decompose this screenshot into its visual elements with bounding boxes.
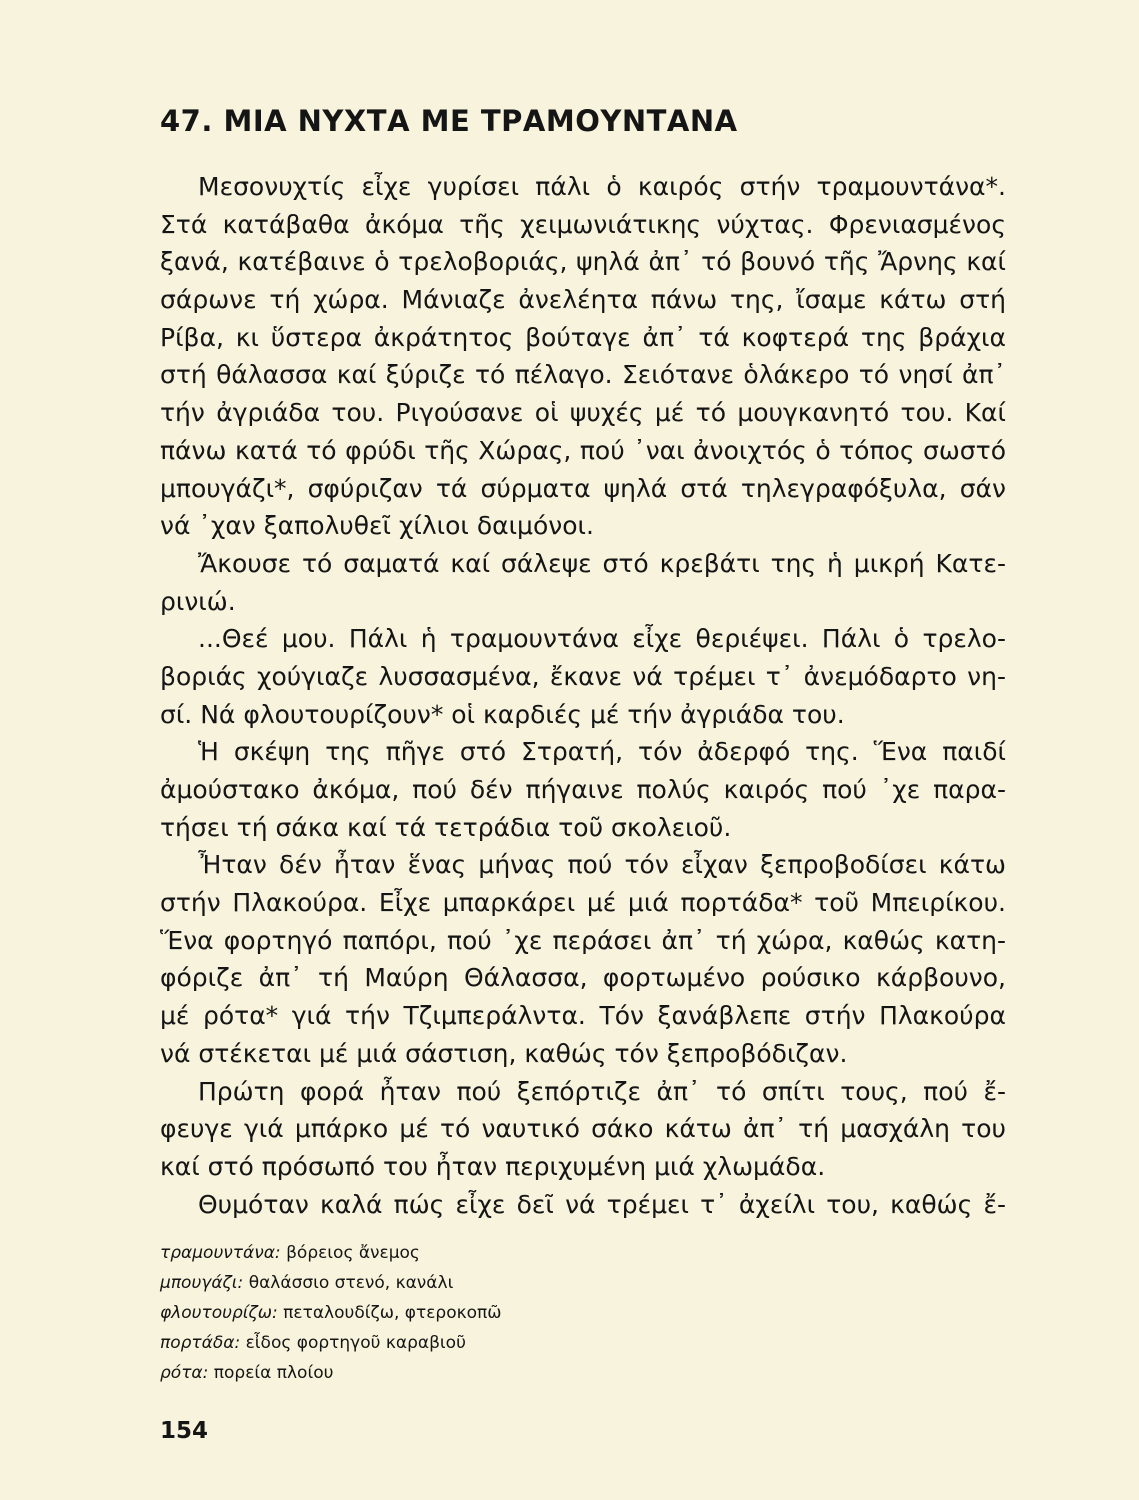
glossary-definition: θαλάσσιο στενό, κανάλι (248, 1273, 454, 1293)
text-line: τήν ἀγριάδα του. Ριγούσανε οἱ ψυχές μέ τό μουγκανητό του. Καί (160, 398, 1006, 428)
glossary-entry (160, 1268, 501, 1298)
text-line: ...Θεέ μου. Πάλι ἡ τραμουντάνα εἶχε θεριέψει. Πάλι ὁ τρελο- (198, 624, 1006, 654)
text-line: μέ ρότα* γιά τήν Τζιμπεράλντα. Τόν ξανάβλεπε στήν Πλακούρα (160, 1001, 1006, 1031)
text-line: ξανά, κατέβαινε ὁ τρελοβοριάς, ψηλά ἀπ᾿ τό βουνό τῆς Ἄρνης καί (160, 247, 1006, 277)
text-line: Ρίβα, κι ὕστερα ἀκράτητος βούταγε ἀπ᾿ τά κοφτερά της βράχια (160, 322, 1006, 352)
text-line: τήσει τή σάκα καί τά τετράδια τοῦ σκολειοῦ. (160, 812, 732, 842)
glossary-term: φλουτουρίζω: (160, 1303, 278, 1323)
glossary-entry (160, 1328, 501, 1358)
text-line: πάνω κατά τό φρύδι τῆς Χώρας, πού ᾿ναι ἀνοιχτός ὁ τόπος σωστό (160, 435, 1006, 465)
text-line: Πρώτη φορά ἦταν πού ξεπόρτιζε ἀπ᾿ τό σπίτι τους, πού ἔ- (198, 1076, 1006, 1106)
text-line: βοριάς χούγιαζε λυσσασμένα, ἔκανε νά τρέμει τ᾿ ἀνεμόδαρτο νη- (160, 661, 1006, 691)
glossary-term: πορτάδα: (160, 1333, 241, 1353)
glossary-definition: πορεία πλοίου (213, 1363, 334, 1383)
glossary-entry (160, 1358, 501, 1388)
text-line: Ἦταν δέν ἦταν ἕνας μήνας πού τόν εἶχαν ξεπροβοδίσει κάτω (198, 850, 1006, 880)
text-line: στήν Πλακούρα. Εἶχε μπαρκάρει μέ μιά πορτάδα* τοῦ Μπειρίκου. (160, 888, 1006, 918)
text-line: Ἄκουσε τό σαματά καί σάλεψε στό κρεβάτι της ἡ μικρή Κατε- (198, 548, 1006, 578)
text-line: ἀμούστακο ἀκόμα, πού δέν πήγαινε πολύς καιρός πού ᾿χε παρα- (160, 775, 1006, 804)
glossary-term: τραμουντάνα: (160, 1243, 281, 1263)
text-line: ρινιώ. (160, 586, 236, 616)
text-line: νά ᾿χαν ξαπολυθεῖ χίλιοι δαιμόνοι. (160, 511, 594, 541)
page-number: 154 (160, 1418, 209, 1444)
glossary-entry (160, 1238, 501, 1268)
glossary-definition: βόρειος ἄνεμος (286, 1243, 420, 1263)
text-line: Ἡ σκέψη της πῆγε στό Στρατή, τόν ἀδερφό της. Ἕνα παιδί (198, 737, 1006, 767)
text-line: Θυμόταν καλά πώς εἶχε δεῖ νά τρέμει τ᾿ ἀχείλι του, καθώς ἔ- (198, 1189, 1006, 1219)
glossary-definition: εἶδος φορτηγοῦ καραβιοῦ (245, 1333, 466, 1353)
story-text (160, 168, 1006, 1223)
text-line: μπουγάζι*, σφύριζαν τά σύρματα ψηλά στά τηλεγραφόξυλα, σάν (160, 473, 1006, 503)
glossary-definition: πεταλουδίζω, φτεροκοπῶ (283, 1303, 502, 1323)
text-line: Μεσονυχτίς εἶχε γυρίσει πάλι ὁ καιρός στήν τραμουντάνα*. (198, 172, 1006, 201)
text-line: σάρωνε τή χώρα. Μάνιαζε ἀνελέητα πάνω της, ἴσαμε κάτω στή (160, 285, 1006, 315)
text-line: σί. Νά φλουτουρίζουν* οἱ καρδιές μέ τήν ἀγριάδα του. (160, 699, 845, 729)
text-line: φόριζε ἀπ᾿ τή Μαύρη Θάλασσα, φορτωμένο ρούσικο κάρβουνο, (160, 963, 1006, 993)
text-line: νά στέκεται μέ μιά σάστιση, καθώς τόν ξεπροβόδιζαν. (160, 1038, 848, 1068)
glossary (160, 1238, 501, 1388)
text-line: Ἕνα φορτηγό παπόρι, πού ᾿χε περάσει ἀπ᾿ τή χώρα, καθώς κατη- (160, 925, 1006, 955)
glossary-term: ρότα: (160, 1363, 209, 1383)
glossary-term: μπουγάζι: (160, 1273, 244, 1293)
text-line: καί στό πρόσωπό του ἦταν περιχυμένη μιά χλωμάδα. (160, 1151, 826, 1181)
text-line: φευγε γιά μπάρκο μέ τό ναυτικό σάκο κάτω ἀπ᾿ τή μασχάλη του (160, 1114, 1006, 1144)
text-line: στή θάλασσα καί ξύριζε τό πέλαγο. Σειότανε ὁλάκερο τό νησί ἀπ᾿ (160, 360, 1006, 390)
text-line: Στά κατάβαθα ἀκόμα τῆς χειμωνιάτικης νύχτας. Φρενιασμένος (160, 209, 1006, 239)
glossary-entry (160, 1298, 501, 1328)
chapter-title: 47. ΜΙΑ ΝΥΧΤΑ ΜΕ ΤΡΑΜΟΥΝΤΑΝΑ (160, 104, 738, 138)
